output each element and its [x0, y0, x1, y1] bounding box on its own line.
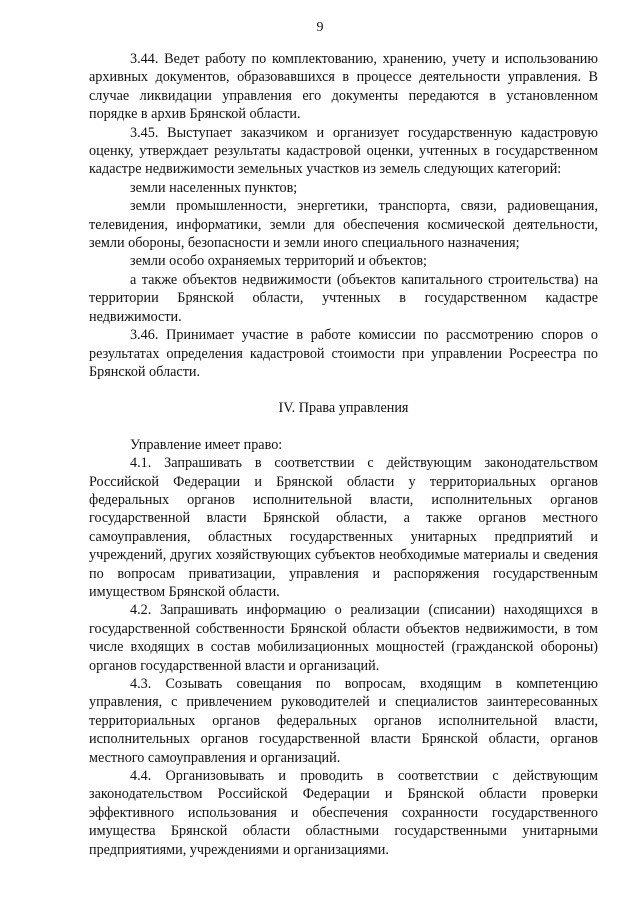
- paragraph-3-44: 3.44. Ведет работу по комплектованию, хранению, учету и использованию архивных документов, образовавшихся в процессе деятельности управления. В случае ликвидации управления его документы передаются в установленном порядке в архив Брянской области.: [89, 51, 598, 123]
- paragraph-rights-intro: Управление имеет право:: [130, 436, 283, 453]
- page-number: 9: [316, 20, 324, 35]
- list-item-settlement-lands: земли населенных пунктов;: [130, 179, 298, 196]
- paragraph-4-3: 4.3. Созывать совещания по вопросам, входящим в компетенцию управления, с привлечением руководителей и специалистов заинтересованных территориальных органов федеральных органов исполнительной власти, исполнительных органов государственной власти Брянской области, органов местного самоуправления и организаций.: [89, 676, 598, 766]
- list-item-real-estate-objects: а также объектов недвижимости (объектов капитального строительства) на территории Брянской области, учтенных в государственном кадастре недвижимости.: [89, 271, 598, 325]
- paragraph-4-2: 4.2. Запрашивать информацию о реализации (списании) находящихся в государственной собственности Брянской области объектов недвижимости, в том числе входящих в состав мобилизационных мощностей (гражданской обороны) органов государственной власти и организаций.: [89, 602, 598, 674]
- paragraph-3-46: 3.46. Принимает участие в работе комиссии по рассмотрению споров о результатах определения кадастровой стоимости при управлении Росреестра по Брянской области.: [89, 327, 598, 380]
- paragraph-4-1: 4.1. Запрашивать в соответствии с действующим законодательством Российской Федерации и Брянской области у территориальных органов федеральных органов исполнительной власти, исполнительных органов государственной власти Брянской области, а также органов местного самоуправления, областных государственных унитарных предприятий и учреждений, других хозяйствующих субъектов необходимые материалы и сведения по вопросам приватизации, управления и распоряжения государственным имуществом Брянской области.: [89, 455, 598, 600]
- list-item-protected-lands: земли особо охраняемых территорий и объектов;: [130, 253, 427, 270]
- section-heading: IV. Права управления: [278, 400, 409, 417]
- paragraph-4-4: 4.4. Организовывать и проводить в соответствии с действующим законодательством Российской Федерации и Брянской области проверки эффективного использования и обеспечения сохранности государственного имущества Брянской области областными государственными унитарными предприятиями, учреждениями и организациями.: [89, 768, 598, 858]
- list-item-industry-lands: земли промышленности, энергетики, транспорта, связи, радиовещания, телевидения, информатики, земли для обеспечения космической деятельности, земли обороны, безопасности и земли иного специального назначения;: [89, 198, 598, 252]
- document-body: [89, 50, 598, 859]
- paragraph-3-45: 3.45. Выступает заказчиком и организует государственную кадастровую оценку, утверждает результаты кадастровой оценки, учтенных в государственном кадастре недвижимости земельных участков из земель следующих категорий:: [89, 124, 598, 178]
